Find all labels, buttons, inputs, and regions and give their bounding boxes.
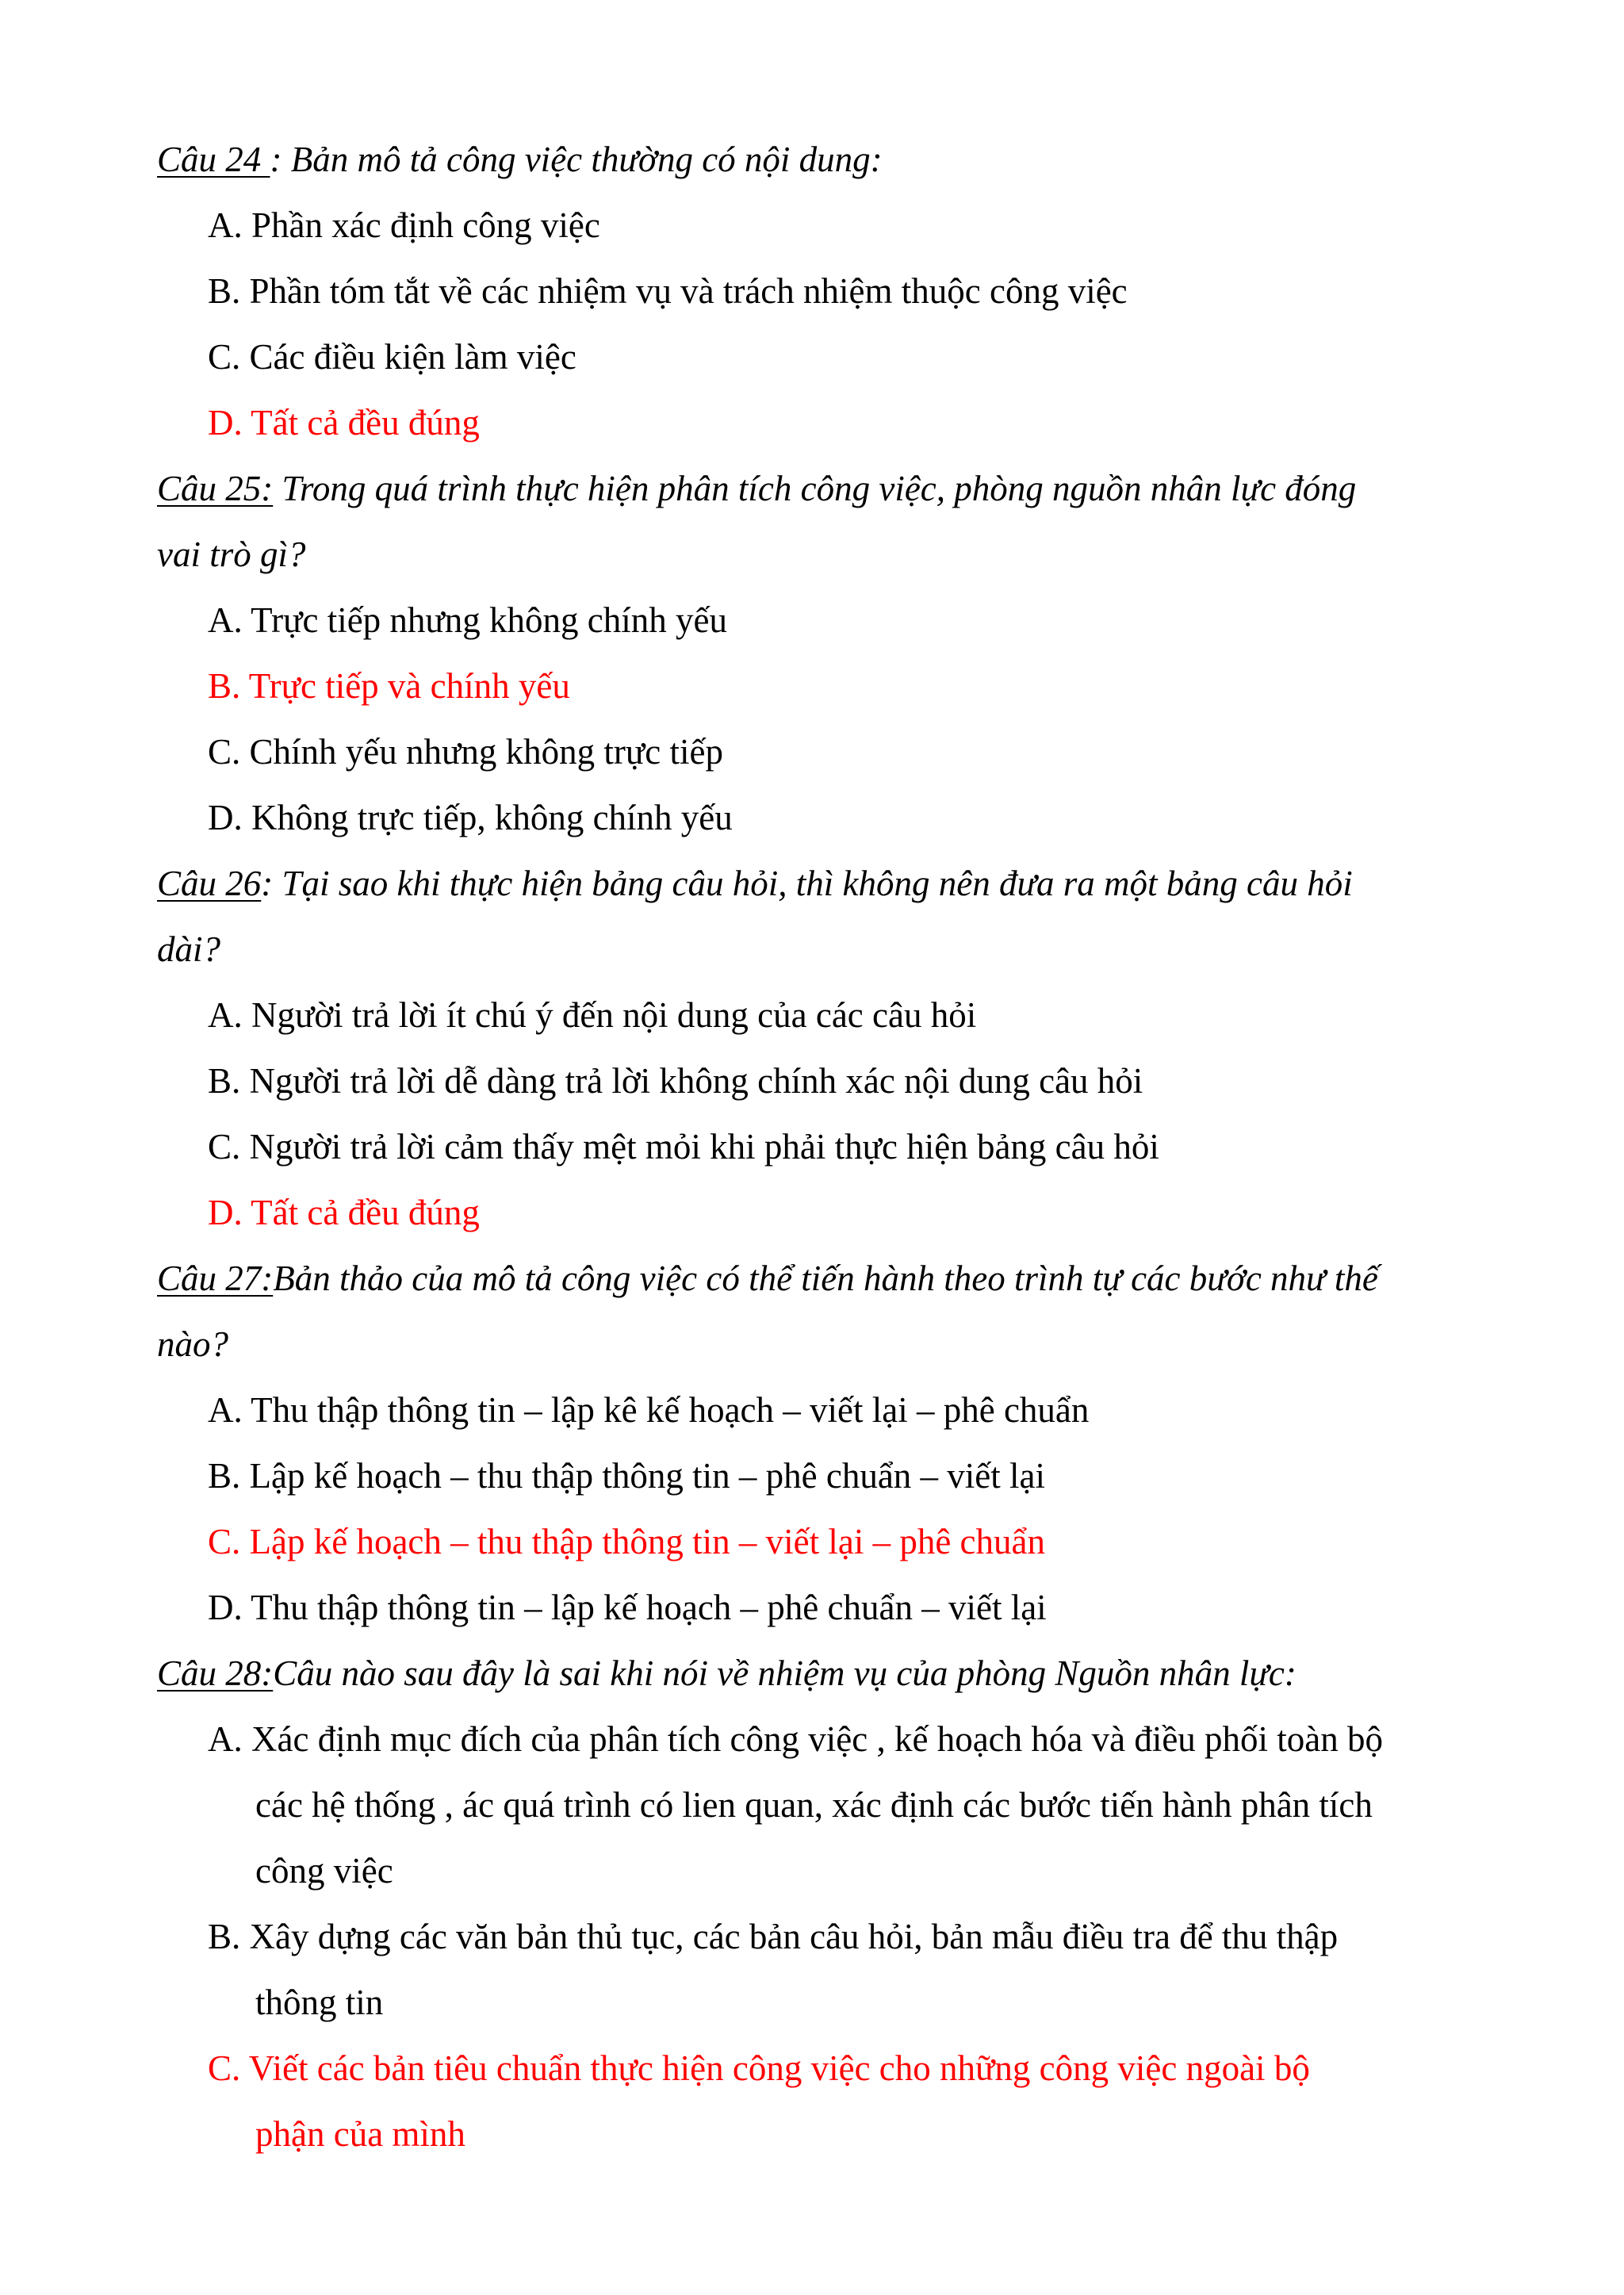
question-24 — [157, 127, 1473, 193]
option-26-c: C. Người trả lời cảm thấy mệt mỏi khi phải thực hiện bảng câu hỏi — [208, 1127, 1159, 1167]
question-label: Câu 27: — [157, 1259, 274, 1298]
option-28-b-line-2: thông tin — [255, 1983, 384, 2022]
option-24-a: A. Phần xác định công việc — [208, 205, 600, 245]
question-list — [157, 127, 1473, 2167]
option-25-d: D. Không trực tiếp, không chính yếu — [208, 798, 733, 837]
question-text: : Tại sao khi thực hiện bảng câu hỏi, thì không nên đưa ra một bảng câu hỏi — [261, 864, 1353, 903]
question-26-continuation: dài? — [157, 929, 221, 969]
question-text: Câu nào sau đây là sai khi nói về nhiệm vụ của phòng Nguồn nhân lực: — [273, 1653, 1297, 1693]
option-26-d-correct: D. Tất cả đều đúng — [208, 1193, 480, 1232]
option-27-c-correct: C. Lập kế hoạch – thu thập thông tin – viết lại – phê chuẩn — [208, 1522, 1046, 1561]
option-26-b: B. Người trả lời dễ dàng trả lời không chính xác nội dung câu hỏi — [208, 1061, 1143, 1101]
option-28-c-correct: C. Viết các bản tiêu chuẩn thực hiện công việc cho những công việc ngoài bộ — [208, 2048, 1310, 2088]
option-24-d-correct: D. Tất cả đều đúng — [208, 403, 480, 443]
option-27-a: A. Thu thập thông tin – lập kê kế hoạch – viết lại – phê chuẩn — [208, 1390, 1090, 1430]
question-25-continuation: vai trò gì? — [157, 534, 306, 574]
option-24-c: C. Các điều kiện làm việc — [208, 337, 576, 377]
option-27-b: B. Lập kế hoạch – thu thập thông tin – phê chuẩn – viết lại — [208, 1456, 1046, 1496]
question-text: : Bản mô tả công việc thường có nội dung: — [270, 140, 883, 179]
question-25 — [157, 456, 1473, 522]
option-28-c-line-2: phận của mình — [255, 2114, 465, 2154]
option-28-b: B. Xây dựng các văn bản thủ tục, các bản câu hỏi, bản mẫu điều tra để thu thập — [208, 1917, 1339, 1956]
question-text: Trong quá trình thực hiện phân tích công việc, phòng nguồn nhân lực đóng — [273, 469, 1357, 508]
option-26-a: A. Người trả lời ít chú ý đến nội dung của các câu hỏi — [208, 995, 977, 1035]
question-label: Câu 26 — [157, 864, 262, 903]
option-25-c: C. Chính yếu nhưng không trực tiếp — [208, 732, 723, 772]
option-25-a: A. Trực tiếp nhưng không chính yếu — [208, 600, 728, 640]
option-28-a-line-3: công việc — [255, 1851, 393, 1891]
option-28-a: A. Xác định mục đích của phân tích công việc , kế hoạch hóa và điều phối toàn bộ — [208, 1719, 1384, 1759]
question-label: Câu 28: — [157, 1653, 274, 1693]
question-26 — [157, 851, 1473, 917]
option-25-b-correct: B. Trực tiếp và chính yếu — [208, 666, 570, 706]
option-27-d: D. Thu thập thông tin – lập kế hoạch – phê chuẩn – viết lại — [208, 1588, 1047, 1627]
question-label: Câu 25: — [157, 469, 274, 508]
option-24-b: B. Phần tóm tắt về các nhiệm vụ và trách nhiệm thuộc công việc — [208, 271, 1128, 311]
option-28-a-line-2: các hệ thống , ác quá trình có lien quan, xác định các bước tiến hành phân tích — [255, 1785, 1373, 1825]
question-27-continuation: nào? — [157, 1324, 228, 1364]
question-27 — [157, 1246, 1473, 1312]
question-28 — [157, 1641, 1473, 1707]
question-text: Bản thảo của mô tả công việc có thể tiến hành theo trình tự các bước như thế — [273, 1259, 1378, 1298]
question-label: Câu 24 — [157, 140, 270, 179]
